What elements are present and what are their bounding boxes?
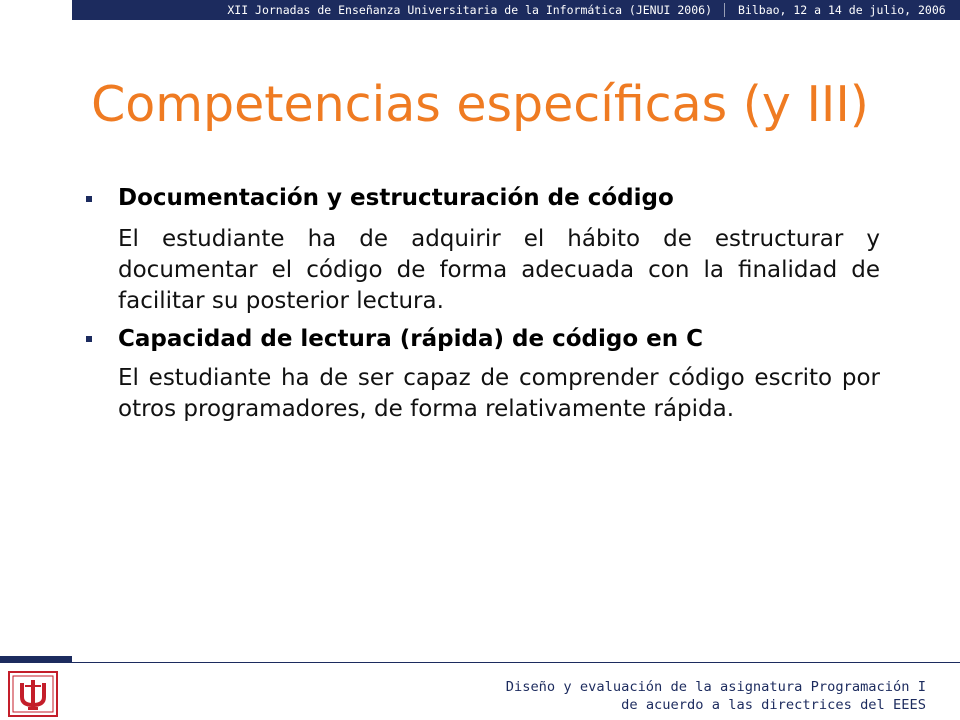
header-bar bbox=[72, 0, 960, 20]
description-line: El estudiante ha de adquirir el hábito de estructurar y bbox=[118, 226, 880, 252]
footer-rule bbox=[72, 662, 960, 663]
description-line: facilitar su posterior lectura. bbox=[118, 288, 444, 314]
item-heading-code-reading: Capacidad de lectura (rápida) de código en C bbox=[118, 326, 703, 352]
slide-title: Competencias específicas (y III) bbox=[91, 76, 869, 133]
description-line: El estudiante ha de ser capaz de comprender código escrito por bbox=[118, 365, 880, 391]
university-logo-icon bbox=[8, 671, 58, 717]
footer-title-line: Diseño y evaluación de la asignatura Programación I bbox=[505, 679, 926, 695]
item-description-code-reading bbox=[118, 363, 880, 425]
footer-subtitle-line: de acuerdo a las directrices del EEES bbox=[621, 697, 926, 713]
item-description-documentation bbox=[118, 224, 880, 317]
description-line: documentar el código de forma adecuada con la finalidad de bbox=[118, 257, 880, 283]
square-bullet-icon bbox=[86, 196, 92, 202]
conference-name: XII Jornadas de Enseñanza Universitaria de la Informática (JENUI 2006) bbox=[227, 3, 712, 17]
header-divider bbox=[724, 3, 725, 17]
conference-place-date: Bilbao, 12 a 14 de julio, 2006 bbox=[738, 3, 946, 17]
description-line: otros programadores, de forma relativamente rápida. bbox=[118, 396, 735, 422]
square-bullet-icon bbox=[86, 336, 92, 342]
footer-accent-bar bbox=[0, 656, 72, 663]
item-heading-documentation: Documentación y estructuración de código bbox=[118, 185, 674, 211]
